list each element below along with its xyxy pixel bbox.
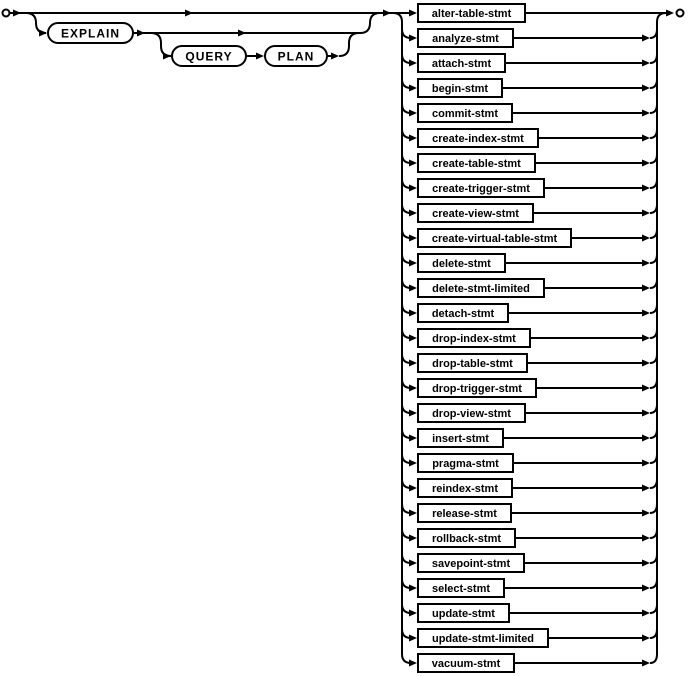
stmt-row [402,179,657,197]
arrow-right-icon [642,360,650,367]
stmt-row [402,279,657,297]
stmt-row [402,604,657,622]
stmt-label: attach-stmt [431,58,492,70]
stmt-label: detach-stmt [431,308,495,320]
arrow-right-icon [642,110,650,117]
arrow-right-icon [642,135,650,142]
stmt-row [402,504,657,522]
arrow-right-icon [409,310,417,317]
stmt-row [402,254,657,272]
arrow-right-icon [409,335,417,342]
stmt-label: drop-table-stmt [432,358,513,370]
arrow-right-icon [409,110,417,117]
stmt-label: drop-view-stmt [432,408,511,420]
stmt-label: create-trigger-stmt [432,183,530,195]
stmt-label: reindex-stmt [431,483,499,495]
stmt-label: update-stmt [432,608,495,620]
arrow-right-icon [642,585,650,592]
stmt-row [402,529,657,547]
stmt-label: create-view-stmt [432,208,519,220]
arrow-right-icon [642,435,650,442]
end-terminal-icon [677,10,684,17]
stmt-label: drop-trigger-stmt [432,383,522,395]
arrow-right-icon [409,235,417,242]
stmt-label: vacuum-stmt [431,658,501,670]
stmt-label: alter-table-stmt [431,8,512,20]
arrow-right-icon [409,535,417,542]
arrow-right-icon [409,135,417,142]
stmt-label: create-table-stmt [432,158,521,170]
arrow-right-icon [409,385,417,392]
query-keyword [172,46,246,66]
arrow-right-icon [642,485,650,492]
arrow-right-icon [642,310,650,317]
arrow-right-icon [409,510,417,517]
stmt-label: savepoint-stmt [431,558,511,570]
arrow-right-icon [642,260,650,267]
stmt-row [402,554,657,572]
stmt-row [402,479,657,497]
stmt-row [402,354,657,372]
stmt-row [402,54,657,72]
right-merge-vertical [657,13,666,654]
stmt-label: create-virtual-table-stmt [431,233,558,245]
arrow-right-icon [409,85,417,92]
arrow-right-icon [642,385,650,392]
arrow-right-icon [409,610,417,617]
arrow-right-icon [642,535,650,542]
arrow-right-icon [409,660,417,667]
arrow-right-icon [642,185,650,192]
arrow-right-icon [409,285,417,292]
arrow-right-icon [409,160,417,167]
plan-label: PLAN [277,49,315,64]
arrow-right-icon [409,460,417,467]
arrow-right-icon [642,60,650,67]
arrow-right-icon [409,410,417,417]
stmt-label: update-stmt-limited [431,633,535,645]
arrow-right-icon [642,210,650,217]
stmt-row [402,229,657,247]
stmt-row [402,379,657,397]
arrow-right-icon [642,35,650,42]
stmt-row [402,629,657,647]
arrow-right-icon [642,660,650,667]
arrow-right-icon [409,10,417,17]
arrow-right-icon [409,185,417,192]
stmt-row [402,79,657,97]
arrow-right-icon [409,585,417,592]
stmt-label: analyze-stmt [432,33,499,45]
arrow-right-icon [409,560,417,567]
arrow-right-icon [642,510,650,517]
arrow-right-icon [642,560,650,567]
arrow-right-icon [642,610,650,617]
stmt-label: drop-index-stmt [432,333,516,345]
stmt-row [402,454,657,472]
statement-alternatives [393,4,674,672]
stmt-row [402,304,657,322]
arrow-right-icon [409,210,417,217]
stmt-row [402,4,674,22]
query-label: QUERY [185,49,233,64]
arrow-right-icon [642,235,650,242]
stmt-row [402,129,657,147]
explain-label: EXPLAIN [60,26,121,41]
stmt-row [402,579,657,597]
stmt-row [402,29,657,47]
start-terminal-icon [3,10,10,17]
stmt-row [402,154,657,172]
arrow-right-icon [642,285,650,292]
arrow-right-icon [409,435,417,442]
stmt-label: delete-stmt-limited [432,283,530,295]
arrow-right-icon [642,460,650,467]
arrow-right-icon [642,410,650,417]
plan-keyword [265,46,327,66]
stmt-row [402,404,657,422]
arrow-right-icon [666,10,674,17]
stmt-label: begin-stmt [431,83,489,95]
arrow-right-icon [409,360,417,367]
explain-keyword [48,23,133,43]
arrow-right-icon [409,60,417,67]
stmt-label: create-index-stmt [432,133,524,145]
left-branch-vertical [393,13,402,654]
arrow-right-icon [409,635,417,642]
stmt-label: select-stmt [431,583,491,595]
arrow-right-icon [409,260,417,267]
stmt-row [402,329,657,347]
arrow-right-icon [642,635,650,642]
arrow-right-icon [409,485,417,492]
stmt-label: pragma-stmt [432,458,499,470]
arrow-right-icon [642,85,650,92]
stmt-label: delete-stmt [432,258,491,270]
stmt-row [402,429,657,447]
stmt-label: commit-stmt [431,108,499,120]
stmt-label: rollback-stmt [431,533,502,545]
stmt-label: insert-stmt [432,433,489,445]
stmt-row [402,654,657,672]
stmt-label: release-stmt [432,508,497,520]
arrow-right-icon [642,335,650,342]
stmt-row [402,104,657,122]
arrow-right-icon [642,160,650,167]
arrow-right-icon [409,35,417,42]
stmt-row [402,204,657,222]
